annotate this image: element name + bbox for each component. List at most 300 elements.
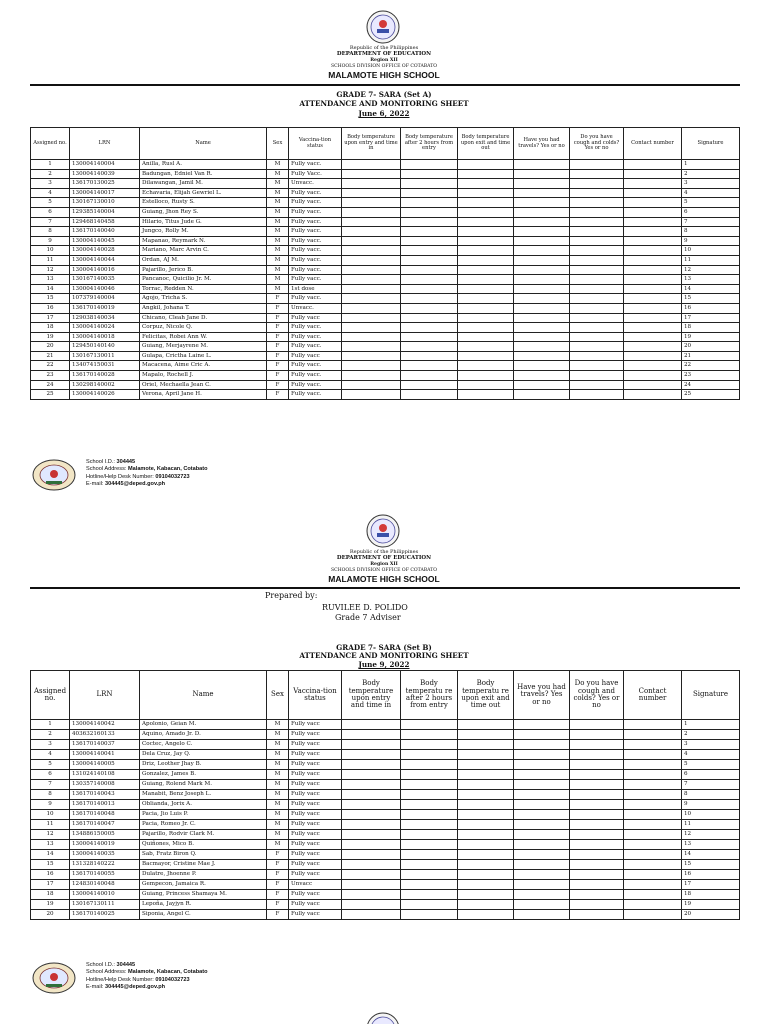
column-header: LRN <box>70 671 140 720</box>
cough-colds-cell <box>570 160 624 170</box>
cough-colds-cell <box>570 294 624 304</box>
table-row <box>31 284 740 294</box>
lrn-cell: 130167130010 <box>70 198 140 208</box>
contact-number-cell <box>624 361 682 371</box>
sheet-a-title: GRADE 7- SARA (Set A) <box>336 90 432 99</box>
temp-entry-cell <box>342 255 401 265</box>
temp-exit-cell <box>458 265 514 275</box>
column-header: Sex <box>267 128 289 160</box>
temp-entry-cell <box>342 217 401 227</box>
lrn-cell: 131024140108 <box>70 770 140 780</box>
student-name-cell: Apolonio, Geian M. <box>140 720 267 730</box>
assigned-no-cell: 5 <box>31 198 70 208</box>
table-row <box>31 255 740 265</box>
contact-number-cell <box>624 342 682 352</box>
cough-colds-cell <box>570 169 624 179</box>
sex-cell: F <box>267 390 289 400</box>
temp-entry-cell <box>342 160 401 170</box>
assigned-no-cell: 16 <box>31 870 70 880</box>
contact-number-cell <box>624 740 682 750</box>
assigned-no-cell: 18 <box>31 890 70 900</box>
table-row <box>31 800 740 810</box>
signature-cell: 23 <box>682 371 740 381</box>
contact-number-cell <box>624 351 682 361</box>
table-row <box>31 179 740 189</box>
vaccination-cell: Fully vacc. <box>289 198 342 208</box>
student-name-cell: Sab, Fratz Biron Q. <box>140 850 267 860</box>
table-row <box>31 850 740 860</box>
vaccination-cell: Fully vacc <box>289 850 342 860</box>
signature-cell: 17 <box>682 880 740 890</box>
cough-colds-cell <box>570 770 624 780</box>
signature-cell: 19 <box>682 900 740 910</box>
travels-cell <box>514 255 570 265</box>
footer-email: E-mail: 304445@deped.gov.ph <box>86 481 166 488</box>
temp-entry-cell <box>342 890 401 900</box>
sex-cell: M <box>267 188 289 198</box>
cough-colds-cell <box>570 880 624 890</box>
temp-after-2h-cell <box>401 207 458 217</box>
signature-cell: 12 <box>682 830 740 840</box>
temp-entry-cell <box>342 227 401 237</box>
table-row <box>31 890 740 900</box>
vaccination-cell: Fully vacc <box>289 910 342 920</box>
signature-cell: 11 <box>682 820 740 830</box>
table-row <box>31 770 740 780</box>
contact-number-cell <box>624 323 682 333</box>
sex-cell: F <box>267 870 289 880</box>
student-name-cell: Dela Cruz, Jay Q. <box>140 750 267 760</box>
table-row <box>31 361 740 371</box>
travels-cell <box>514 265 570 275</box>
lrn-cell: 130004140042 <box>70 720 140 730</box>
table-row <box>31 750 740 760</box>
sex-cell: M <box>267 236 289 246</box>
temp-exit-cell <box>458 207 514 217</box>
assigned-no-cell: 13 <box>31 275 70 285</box>
signature-cell: 8 <box>682 227 740 237</box>
sheet-b-title: GRADE 7- SARA (Set B) <box>336 643 432 652</box>
lrn-cell: 129468140458 <box>70 217 140 227</box>
contact-number-cell <box>624 390 682 400</box>
column-header: Do you have cough and colds? Yes or no <box>570 671 624 720</box>
temp-exit-cell <box>458 179 514 189</box>
sex-cell: F <box>267 332 289 342</box>
prepared-by-name: RUVILEE D. POLIDO <box>322 603 408 612</box>
contact-number-cell <box>624 720 682 730</box>
vaccination-cell: Fully vacc <box>289 313 342 323</box>
table-header-row <box>31 671 740 720</box>
column-header: Body temperature after 2 hours from entry <box>401 128 458 160</box>
assigned-no-cell: 8 <box>31 227 70 237</box>
table-row <box>31 740 740 750</box>
temp-exit-cell <box>458 380 514 390</box>
contact-number-cell <box>624 810 682 820</box>
temp-after-2h-cell <box>401 740 458 750</box>
cough-colds-cell <box>570 246 624 256</box>
footer-school-id: School I.D.: 304445 <box>86 962 136 968</box>
signature-cell: 10 <box>682 246 740 256</box>
sex-cell: M <box>267 160 289 170</box>
contact-number-cell <box>624 169 682 179</box>
assigned-no-cell: 11 <box>31 820 70 830</box>
lrn-cell: 136170130025 <box>70 179 140 189</box>
column-header: Assigned no. <box>31 671 70 720</box>
student-name-cell: Gempecon, Jamaica R. <box>140 880 267 890</box>
cough-colds-cell <box>570 790 624 800</box>
signature-cell: 14 <box>682 850 740 860</box>
cough-colds-cell <box>570 188 624 198</box>
student-name-cell: Pajarillo, Jerico B. <box>140 265 267 275</box>
sex-cell: M <box>267 227 289 237</box>
travels-cell <box>514 284 570 294</box>
table-row <box>31 371 740 381</box>
student-name-cell: Driz, Leother Jhay B. <box>140 760 267 770</box>
temp-exit-cell <box>458 323 514 333</box>
temp-after-2h-cell <box>401 169 458 179</box>
temp-exit-cell <box>458 860 514 870</box>
student-name-cell: Manabit, Benz Joseph L. <box>140 790 267 800</box>
signature-cell: 7 <box>682 780 740 790</box>
travels-cell <box>514 900 570 910</box>
temp-entry-cell <box>342 850 401 860</box>
sex-cell: M <box>267 284 289 294</box>
student-name-cell: Aquino, Amado Jr. D. <box>140 730 267 740</box>
header-republic: Republic of the Philippines <box>349 45 419 51</box>
temp-entry-cell <box>342 323 401 333</box>
temp-entry-cell <box>342 790 401 800</box>
contact-number-cell <box>624 780 682 790</box>
table-row <box>31 380 740 390</box>
signature-cell: 10 <box>682 810 740 820</box>
sex-cell: M <box>267 179 289 189</box>
travels-cell <box>514 275 570 285</box>
table-body <box>31 160 740 400</box>
temp-after-2h-cell <box>401 323 458 333</box>
temp-exit-cell <box>458 730 514 740</box>
cough-colds-cell <box>570 236 624 246</box>
signature-cell: 1 <box>682 160 740 170</box>
travels-cell <box>514 820 570 830</box>
vaccination-cell: Fully vacc. <box>289 265 342 275</box>
contact-number-cell <box>624 284 682 294</box>
vaccination-cell: Fully vacc. <box>289 236 342 246</box>
temp-entry-cell <box>342 910 401 920</box>
sex-cell: M <box>267 275 289 285</box>
temp-entry-cell <box>342 303 401 313</box>
sex-cell: M <box>267 265 289 275</box>
vaccination-cell: Fully vacc <box>289 830 342 840</box>
footer-contact <box>86 459 208 489</box>
table-row <box>31 265 740 275</box>
travels-cell <box>514 227 570 237</box>
cough-colds-cell <box>570 750 624 760</box>
contact-number-cell <box>624 860 682 870</box>
table-row <box>31 236 740 246</box>
temp-exit-cell <box>458 770 514 780</box>
column-header: Contact number <box>624 671 682 720</box>
temp-exit-cell <box>458 890 514 900</box>
assigned-no-cell: 20 <box>31 910 70 920</box>
temp-entry-cell <box>342 720 401 730</box>
contact-number-cell <box>624 760 682 770</box>
lrn-cell: 130298140002 <box>70 380 140 390</box>
table-row <box>31 198 740 208</box>
student-name-cell: Pancanoc, Quicilio Jr. M. <box>140 275 267 285</box>
vaccination-cell: Fully vacc <box>289 890 342 900</box>
temp-entry-cell <box>342 870 401 880</box>
assigned-no-cell: 4 <box>31 188 70 198</box>
cough-colds-cell <box>570 800 624 810</box>
table-row <box>31 207 740 217</box>
sex-cell: M <box>267 246 289 256</box>
sex-cell: F <box>267 380 289 390</box>
column-header: Have you had travels? Yes or no <box>514 128 570 160</box>
contact-number-cell <box>624 820 682 830</box>
lrn-cell: 136170140028 <box>70 371 140 381</box>
contact-number-cell <box>624 800 682 810</box>
temp-exit-cell <box>458 870 514 880</box>
signature-cell: 2 <box>682 730 740 740</box>
temp-entry-cell <box>342 351 401 361</box>
lrn-cell: 130167130111 <box>70 900 140 910</box>
student-name-cell: Felicitas, Robei Ann W. <box>140 332 267 342</box>
student-name-cell: Guiang, Princess Shamaya M. <box>140 890 267 900</box>
cough-colds-cell <box>570 890 624 900</box>
contact-number-cell <box>624 910 682 920</box>
travels-cell <box>514 800 570 810</box>
travels-cell <box>514 810 570 820</box>
assigned-no-cell: 21 <box>31 351 70 361</box>
column-header: Sex <box>267 671 289 720</box>
assigned-no-cell: 3 <box>31 740 70 750</box>
student-name-cell: Mapanao, Reymark N. <box>140 236 267 246</box>
travels-cell <box>514 720 570 730</box>
assigned-no-cell: 3 <box>31 179 70 189</box>
student-name-cell: Quiñones, Mico B. <box>140 840 267 850</box>
signature-cell: 20 <box>682 342 740 352</box>
table-row <box>31 910 740 920</box>
cough-colds-cell <box>570 217 624 227</box>
temp-after-2h-cell <box>401 810 458 820</box>
temp-exit-cell <box>458 169 514 179</box>
lrn-cell: 130004140019 <box>70 840 140 850</box>
travels-cell <box>514 294 570 304</box>
lrn-cell: 136170140043 <box>70 790 140 800</box>
travels-cell <box>514 730 570 740</box>
temp-after-2h-cell <box>401 294 458 304</box>
lrn-cell: 130004140044 <box>70 255 140 265</box>
contact-number-cell <box>624 198 682 208</box>
cough-colds-cell <box>570 323 624 333</box>
header-republic: Republic of the Philippines <box>349 549 419 555</box>
cough-colds-cell <box>570 870 624 880</box>
contact-number-cell <box>624 265 682 275</box>
table-row <box>31 275 740 285</box>
cough-colds-cell <box>570 342 624 352</box>
temp-entry-cell <box>342 275 401 285</box>
assigned-no-cell: 10 <box>31 246 70 256</box>
cough-colds-cell <box>570 179 624 189</box>
temp-exit-cell <box>458 371 514 381</box>
contact-number-cell <box>624 870 682 880</box>
column-header: LRN <box>70 128 140 160</box>
sex-cell: M <box>267 740 289 750</box>
temp-after-2h-cell <box>401 910 458 920</box>
vaccination-cell: Fully vacc. <box>289 246 342 256</box>
vaccination-cell: Fully vacc <box>289 720 342 730</box>
temp-exit-cell <box>458 820 514 830</box>
contact-number-cell <box>624 850 682 860</box>
signature-cell: 1 <box>682 720 740 730</box>
sheet-a-subtitle: ATTENDANCE AND MONITORING SHEET <box>299 99 469 108</box>
signature-cell: 24 <box>682 380 740 390</box>
assigned-no-cell: 1 <box>31 720 70 730</box>
lrn-cell: 130004140026 <box>70 390 140 400</box>
assigned-no-cell: 17 <box>31 880 70 890</box>
signature-cell: 15 <box>682 860 740 870</box>
sex-cell: M <box>267 830 289 840</box>
vaccination-cell: Fully vacc. <box>289 361 342 371</box>
contact-number-cell <box>624 840 682 850</box>
cough-colds-cell <box>570 720 624 730</box>
vaccination-cell: Fully vacc <box>289 750 342 760</box>
vaccination-cell: Fully vacc <box>289 800 342 810</box>
cough-colds-cell <box>570 332 624 342</box>
contact-number-cell <box>624 207 682 217</box>
column-header: Body temperature upon exit and time out <box>458 128 514 160</box>
table-row <box>31 860 740 870</box>
vaccination-cell: Fully vacc. <box>289 332 342 342</box>
vaccination-cell: Fully vacc <box>289 790 342 800</box>
contact-number-cell <box>624 900 682 910</box>
contact-number-cell <box>624 217 682 227</box>
contact-number-cell <box>624 160 682 170</box>
temp-exit-cell <box>458 275 514 285</box>
student-name-cell: Pajarillo, Rodvir Clark M. <box>140 830 267 840</box>
student-name-cell: Guiang, Merjayrene M. <box>140 342 267 352</box>
temp-after-2h-cell <box>401 342 458 352</box>
travels-cell <box>514 313 570 323</box>
student-name-cell: Coctec, Angelo C. <box>140 740 267 750</box>
temp-entry-cell <box>342 198 401 208</box>
table-row <box>31 760 740 770</box>
vaccination-cell: Fully vacc <box>289 870 342 880</box>
vaccination-cell: Fully vacc <box>289 351 342 361</box>
travels-cell <box>514 780 570 790</box>
travels-cell <box>514 361 570 371</box>
contact-number-cell <box>624 255 682 265</box>
temp-after-2h-cell <box>401 160 458 170</box>
temp-exit-cell <box>458 160 514 170</box>
temp-after-2h-cell <box>401 760 458 770</box>
student-name-cell: Gonzalez, James B. <box>140 770 267 780</box>
student-name-cell: Agojo, Tricha S. <box>140 294 267 304</box>
signature-cell: 2 <box>682 169 740 179</box>
attendance-table-b <box>30 670 740 920</box>
assigned-no-cell: 11 <box>31 255 70 265</box>
temp-entry-cell <box>342 810 401 820</box>
signature-cell: 18 <box>682 890 740 900</box>
travels-cell <box>514 188 570 198</box>
lrn-cell: 136170140025 <box>70 910 140 920</box>
contact-number-cell <box>624 332 682 342</box>
temp-exit-cell <box>458 236 514 246</box>
temp-entry-cell <box>342 770 401 780</box>
vaccination-cell: Fully vacc. <box>289 390 342 400</box>
table-row <box>31 246 740 256</box>
temp-after-2h-cell <box>401 236 458 246</box>
table-row <box>31 720 740 730</box>
table-row <box>31 342 740 352</box>
temp-entry-cell <box>342 860 401 870</box>
student-name-cell: Guiang, Rolend Mark M. <box>140 780 267 790</box>
sheet-b-date: June 9, 2022 <box>358 660 410 669</box>
signature-cell: 13 <box>682 840 740 850</box>
signature-cell: 20 <box>682 910 740 920</box>
contact-number-cell <box>624 380 682 390</box>
travels-cell <box>514 910 570 920</box>
vaccination-cell: Fully vacc <box>289 730 342 740</box>
lrn-cell: 129385140004 <box>70 207 140 217</box>
column-header: Assigned no. <box>31 128 70 160</box>
cough-colds-cell <box>570 810 624 820</box>
temp-after-2h-cell <box>401 361 458 371</box>
contact-number-cell <box>624 830 682 840</box>
lrn-cell: 130004140004 <box>70 160 140 170</box>
assigned-no-cell: 25 <box>31 390 70 400</box>
temp-after-2h-cell <box>401 890 458 900</box>
sex-cell: F <box>267 342 289 352</box>
temp-entry-cell <box>342 361 401 371</box>
sex-cell: F <box>267 294 289 304</box>
vaccination-cell: Fully vacc. <box>289 380 342 390</box>
vaccination-cell: Unvacc. <box>289 179 342 189</box>
vaccination-cell: Fully vacc <box>289 770 342 780</box>
attendance-table-a <box>30 127 740 400</box>
column-header: Vaccina-tion status <box>289 671 342 720</box>
signature-cell: 4 <box>682 188 740 198</box>
cough-colds-cell <box>570 860 624 870</box>
temp-exit-cell <box>458 810 514 820</box>
sex-cell: M <box>267 750 289 760</box>
assigned-no-cell: 20 <box>31 342 70 352</box>
contact-number-cell <box>624 730 682 740</box>
cough-colds-cell <box>570 850 624 860</box>
assigned-no-cell: 16 <box>31 303 70 313</box>
student-name-cell: Macacena, Aime Cric A. <box>140 361 267 371</box>
vaccination-cell: Fully vacc. <box>289 371 342 381</box>
sex-cell: M <box>267 810 289 820</box>
table-row <box>31 313 740 323</box>
vaccination-cell: Fully vacc. <box>289 188 342 198</box>
temp-entry-cell <box>342 265 401 275</box>
lrn-cell: 130004140017 <box>70 188 140 198</box>
travels-cell <box>514 160 570 170</box>
signature-cell: 3 <box>682 740 740 750</box>
temp-after-2h-cell <box>401 265 458 275</box>
signature-cell: 6 <box>682 770 740 780</box>
assigned-no-cell: 14 <box>31 284 70 294</box>
temp-entry-cell <box>342 246 401 256</box>
signature-cell: 7 <box>682 217 740 227</box>
cough-colds-cell <box>570 351 624 361</box>
assigned-no-cell: 12 <box>31 830 70 840</box>
student-name-cell: Hilario, Titus Jude G. <box>140 217 267 227</box>
vaccination-cell: Fully vacc <box>289 860 342 870</box>
sex-cell: F <box>267 303 289 313</box>
lrn-cell: 136170140055 <box>70 870 140 880</box>
